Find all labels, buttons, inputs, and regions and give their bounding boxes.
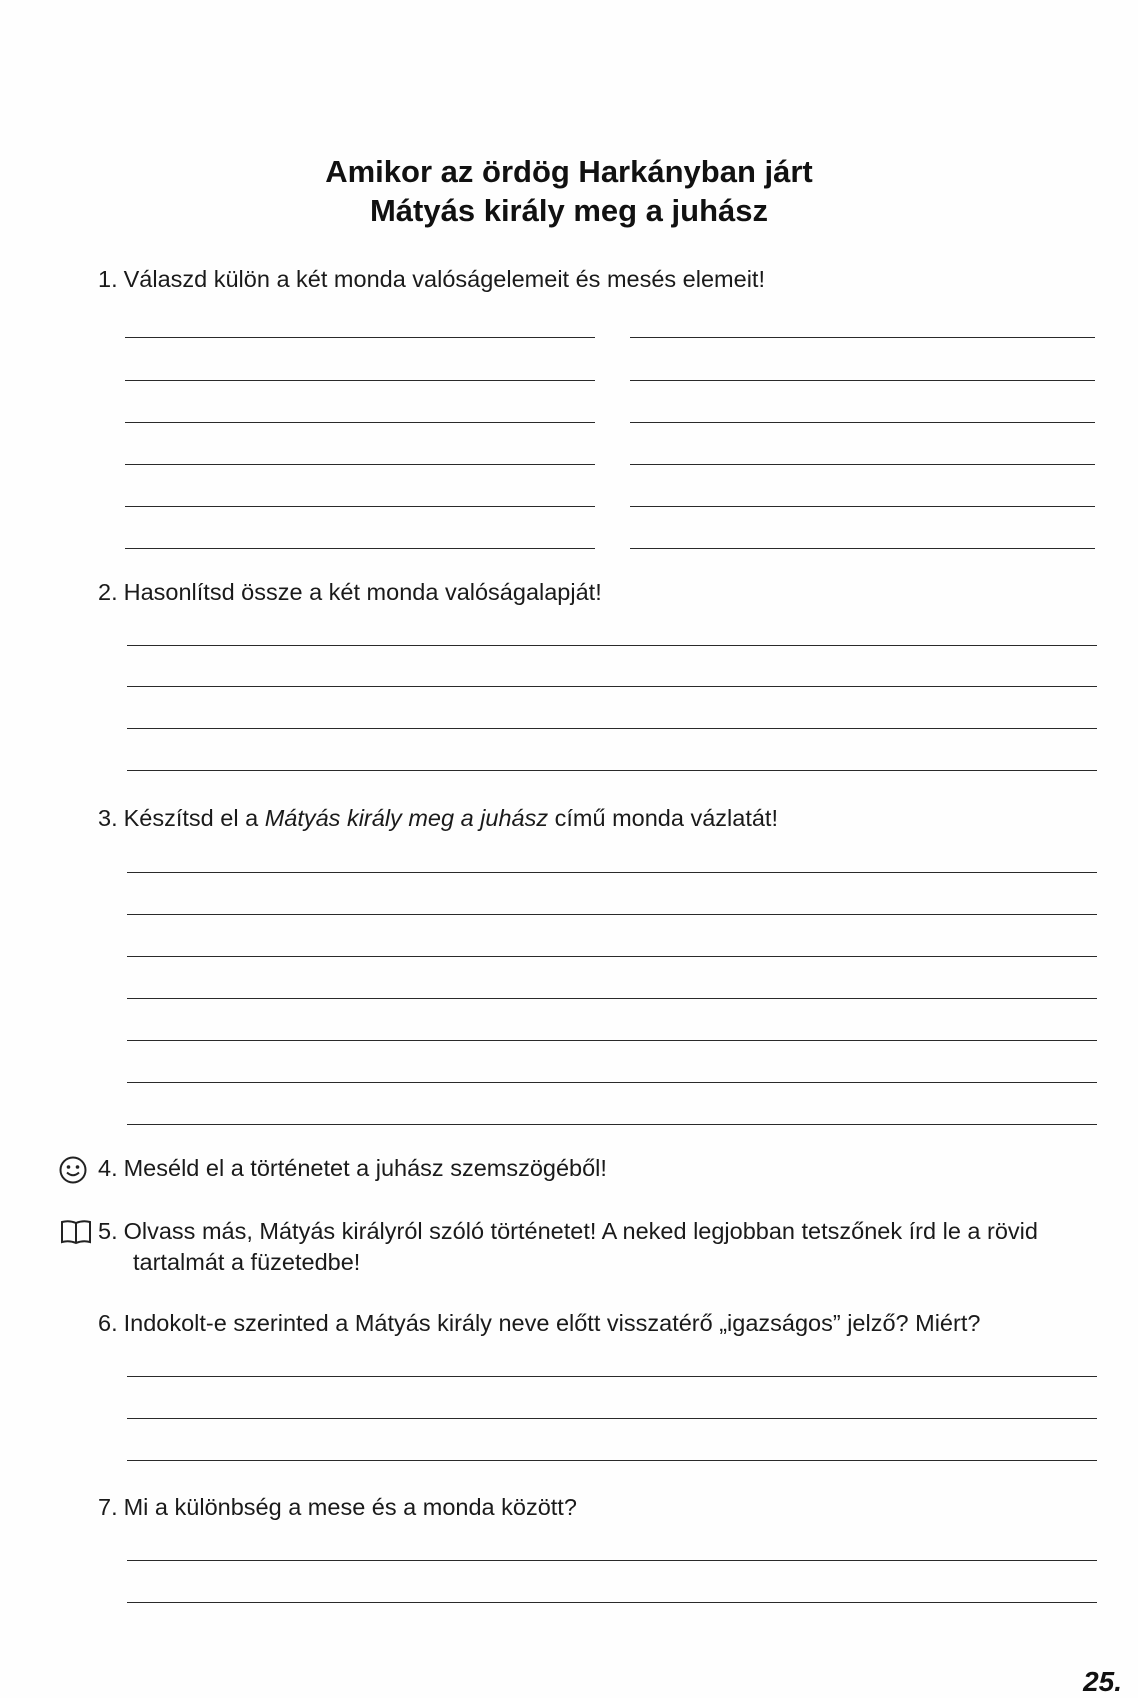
answer-line[interactable] (127, 872, 1097, 873)
question-3 (98, 803, 778, 833)
question-4-text: Meséld el a történetet a juhász szemszögéből! (123, 1155, 607, 1181)
answer-line[interactable] (125, 548, 595, 549)
answer-line[interactable] (127, 1082, 1097, 1083)
question-6 (98, 1308, 980, 1338)
page-title-line-1: Amikor az ördög Harkányban járt (325, 154, 813, 189)
question-2 (98, 577, 602, 607)
answer-line[interactable] (127, 645, 1097, 646)
answer-line[interactable] (127, 956, 1097, 957)
answer-line[interactable] (125, 464, 595, 465)
answer-line[interactable] (127, 1460, 1097, 1461)
page-title-line-2: Mátyás király meg a juhász (369, 193, 769, 228)
question-5-line-2: tartalmát a füzetedbe! (133, 1249, 361, 1275)
answer-line[interactable] (125, 380, 595, 381)
answer-line[interactable] (127, 686, 1097, 687)
answer-line[interactable] (127, 1124, 1097, 1125)
question-5 (98, 1216, 1038, 1246)
answer-line[interactable] (127, 914, 1097, 915)
question-2-number: 2. (98, 579, 118, 605)
answer-line[interactable] (630, 422, 1095, 423)
answer-line[interactable] (125, 422, 595, 423)
question-1-number: 1. (98, 266, 118, 292)
answer-line[interactable] (630, 548, 1095, 549)
answer-line[interactable] (127, 1560, 1097, 1561)
question-3-text-italic: Mátyás király meg a juhász (264, 805, 549, 831)
answer-line[interactable] (125, 506, 595, 507)
question-4 (98, 1153, 607, 1183)
question-7-text: Mi a különbség a mese és a monda között? (123, 1494, 577, 1520)
question-3-text-start: Készítsd el a (123, 805, 265, 831)
answer-line[interactable] (127, 1602, 1097, 1603)
answer-line[interactable] (127, 1376, 1097, 1377)
answer-line[interactable] (127, 1040, 1097, 1041)
smiley-icon (58, 1155, 88, 1185)
answer-line[interactable] (127, 1418, 1097, 1419)
question-6-text: Indokolt-e szerinted a Mátyás király neve előtt visszatérő „igazságos” jelző? Miért? (123, 1310, 981, 1336)
answer-line[interactable] (127, 728, 1097, 729)
answer-line[interactable] (630, 464, 1095, 465)
question-7-number: 7. (98, 1494, 118, 1520)
answer-line[interactable] (630, 380, 1095, 381)
answer-line[interactable] (630, 506, 1095, 507)
question-4-number: 4. (98, 1155, 118, 1181)
answer-line[interactable] (127, 770, 1097, 771)
question-5-number: 5. (98, 1218, 118, 1244)
answer-line[interactable] (630, 337, 1095, 338)
answer-line[interactable] (125, 337, 595, 338)
page-number: 25. (1083, 1666, 1122, 1697)
book-icon (60, 1218, 92, 1246)
question-6-number: 6. (98, 1310, 118, 1336)
question-3-text-end: című monda vázlatát! (548, 805, 778, 831)
question-1-text: Válaszd külön a két monda valóságelemeit és mesés elemeit! (123, 266, 765, 292)
question-7 (98, 1492, 577, 1522)
question-5-text-line-1: Olvass más, Mátyás királyról szóló történetet! A neked legjobban tetszőnek írd le a rövid (123, 1218, 1038, 1244)
question-3-number: 3. (98, 805, 118, 831)
answer-line[interactable] (127, 998, 1097, 999)
question-2-text: Hasonlítsd össze a két monda valóságalapját! (123, 579, 602, 605)
question-1 (98, 264, 765, 294)
